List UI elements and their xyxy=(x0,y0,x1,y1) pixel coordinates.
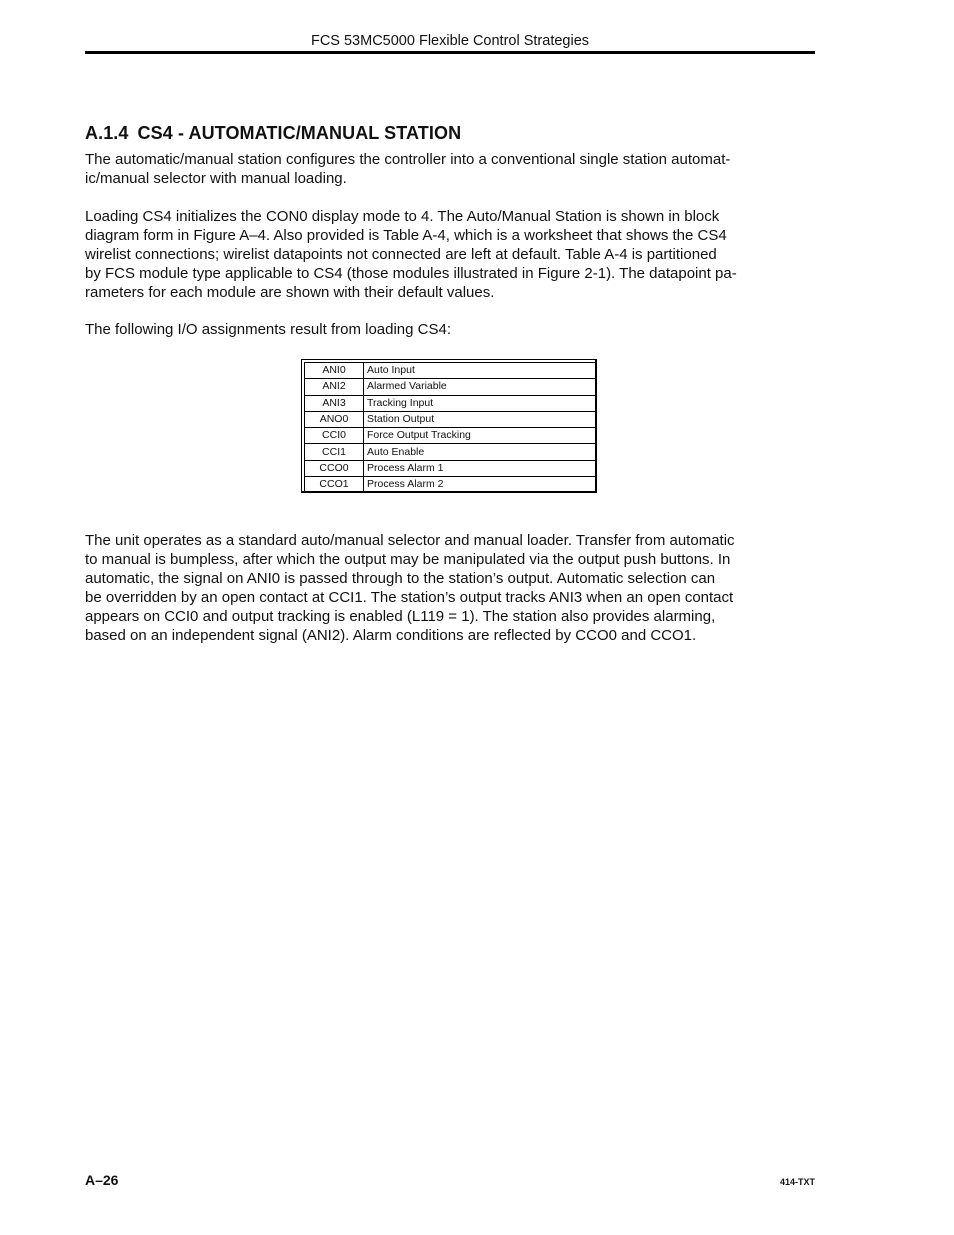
paragraph-line: wirelist connections; wirelist datapoints not connected are left at default. Table A-4 is partitioned xyxy=(85,246,717,263)
table-row xyxy=(305,411,596,427)
io-assignment-table xyxy=(304,362,596,493)
paragraph-line: Loading CS4 initializes the CON0 display mode to 4. The Auto/Manual Station is shown in block xyxy=(85,208,720,225)
paragraph-line: The automatic/manual station configures the controller into a conventional single station automat- xyxy=(85,151,731,168)
paragraph-line: automatic, the signal on ANI0 is passed through to the station’s output. Automatic selection can xyxy=(85,570,716,587)
io-assignment-table-frame xyxy=(301,359,597,493)
io-code-cell: CCO1 xyxy=(305,477,364,493)
io-description-cell: Tracking Input xyxy=(364,395,596,411)
table-row xyxy=(305,379,596,395)
io-description-cell: Process Alarm 2 xyxy=(364,477,596,493)
io-code-cell: CCO0 xyxy=(305,460,364,476)
document-code: 414-TXT xyxy=(779,1177,815,1187)
table-row xyxy=(305,444,596,460)
paragraph-line: ic/manual selector with manual loading. xyxy=(85,170,347,187)
table-row xyxy=(305,428,596,444)
paragraph-line: by FCS module type applicable to CS4 (those modules illustrated in Figure 2-1). The datapoint pa- xyxy=(85,265,737,282)
io-description-cell: Force Output Tracking xyxy=(364,428,596,444)
io-code-cell: ANI2 xyxy=(305,379,364,395)
paragraph-line: be overridden by an open contact at CCI1. The station’s output tracks ANI3 when an open contact xyxy=(85,589,734,606)
paragraph-line: based on an independent signal (ANI2). Alarm conditions are reflected by CCO0 and CCO1. xyxy=(85,627,697,644)
io-code-cell: ANI0 xyxy=(305,363,364,379)
io-description-cell: Auto Enable xyxy=(364,444,596,460)
page-number: A–26 xyxy=(85,1172,119,1188)
paragraph-line: rameters for each module are shown with their default values. xyxy=(85,284,495,301)
header-rule xyxy=(85,51,815,54)
paragraph-line: to manual is bumpless, after which the output may be manipulated via the output push buttons. In xyxy=(85,551,731,568)
paragraph-line: diagram form in Figure A–4. Also provided is Table A-4, which is a worksheet that shows the CS4 xyxy=(85,227,727,244)
io-code-cell: CCI1 xyxy=(305,444,364,460)
io-description-cell: Auto Input xyxy=(364,363,596,379)
section-title: CS4 - AUTOMATIC/MANUAL STATION xyxy=(137,123,462,143)
table-row xyxy=(305,395,596,411)
table-row xyxy=(305,363,596,379)
section-number: A.1.4 xyxy=(85,123,129,143)
paragraph-line: The following I/O assignments result from loading CS4: xyxy=(85,321,451,338)
running-header: FCS 53MC5000 Flexible Control Strategies xyxy=(310,33,590,49)
io-description-cell: Station Output xyxy=(364,411,596,427)
io-code-cell: ANO0 xyxy=(305,411,364,427)
io-intro-paragraph xyxy=(85,320,815,339)
table-row xyxy=(305,460,596,476)
paragraph-line: The unit operates as a standard auto/manual selector and manual loader. Transfer from automatic xyxy=(85,532,735,549)
io-description-cell: Alarmed Variable xyxy=(364,379,596,395)
loading-paragraph xyxy=(85,207,815,302)
io-description-cell: Process Alarm 1 xyxy=(364,460,596,476)
intro-paragraph xyxy=(85,150,815,188)
operation-paragraph xyxy=(85,531,815,645)
section-heading xyxy=(85,122,461,144)
io-code-cell: ANI3 xyxy=(305,395,364,411)
io-code-cell: CCI0 xyxy=(305,428,364,444)
table-row xyxy=(305,477,596,493)
paragraph-line: appears on CCI0 and output tracking is enabled (L119 = 1). The station also provides alarming, xyxy=(85,608,716,625)
